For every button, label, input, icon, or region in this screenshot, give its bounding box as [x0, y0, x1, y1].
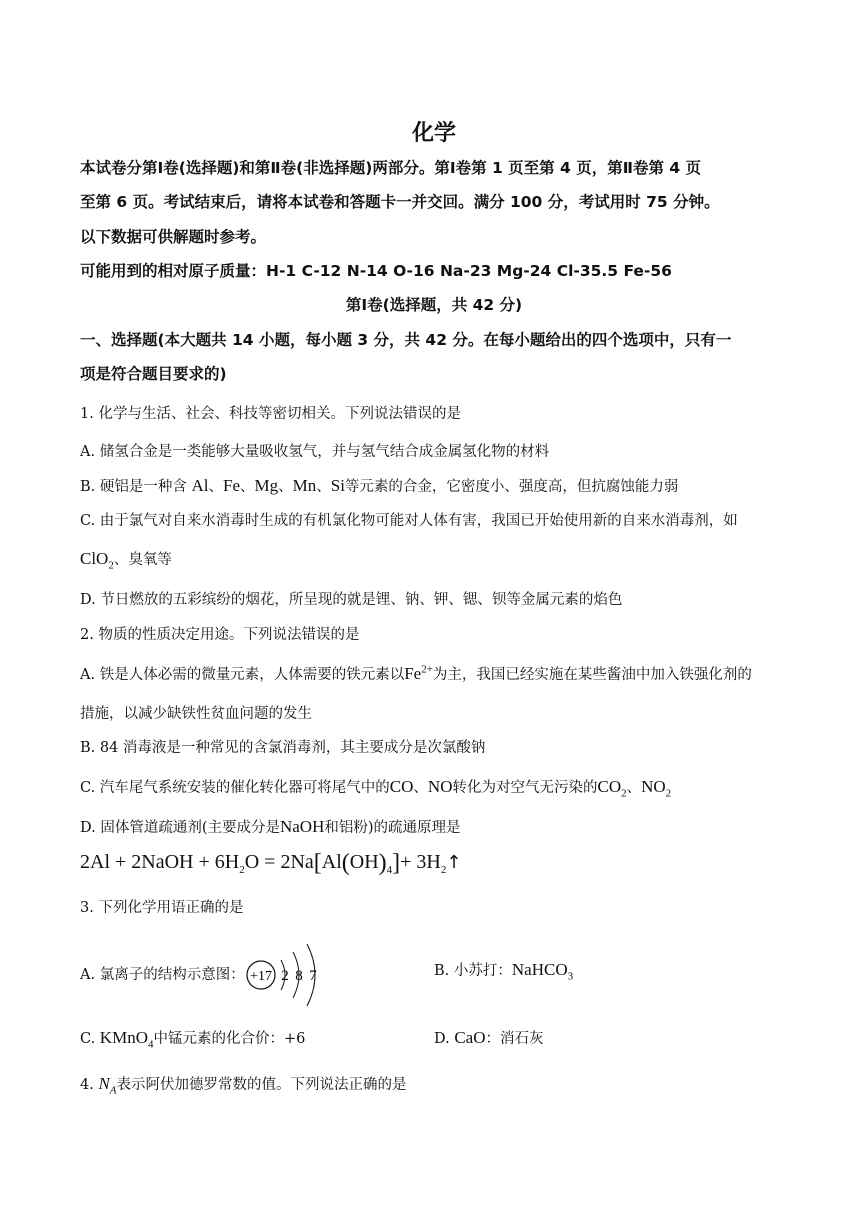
shell-3-electrons: 7	[308, 968, 317, 984]
chloride-ion-structure-diagram	[245, 960, 345, 990]
q1-option-c-line-2: ClO$_2$、臭氧等	[80, 549, 172, 572]
element-al: Al	[191, 476, 209, 495]
q2-option-d: D. 固体管道疏通剂(主要成分是NaOH和铝粉)的疏通原理是	[80, 817, 461, 836]
q1-option-c-line-1: C. 由于氯气对自来水消毒时生成的有机氯化物可能对人体有害，我国已开始使用新的自来水消毒剂，如	[80, 513, 738, 529]
q4-stem: 4. $N_A$表示阿伏加德罗常数的值。下列说法正确的是	[80, 1074, 407, 1097]
atomic-mass-line: 可能用到的相对原子质量：H-1 C-12 N-14 O-16 Na-23 Mg-24 Cl-35.5 Fe-56	[80, 262, 672, 280]
element-mg: Mg	[254, 476, 279, 495]
q2-option-a-line-2: 措施，以减少缺铁性贫血问题的发生	[80, 706, 312, 722]
q3-stem: 3. 下列化学用语正确的是	[80, 900, 244, 916]
fe2-ion: $Fe^{2+}$	[404, 663, 433, 683]
shell-2-electrons: 8	[294, 968, 303, 984]
q3-option-d: D. CaO：消石灰	[434, 1028, 544, 1047]
q3-option-b: B. 小苏打：NaHCO$_3$	[434, 960, 574, 983]
q1-stem: 1. 化学与生活、社会、科技等密切相关。下列说法错误的是	[80, 406, 461, 422]
q2-option-a-line-1: A. 铁是人体必需的微量元素，人体需要的铁元素以$Fe^{2+}$为主，我国已经实施在某些酱油中加入铁强化剂的	[80, 663, 752, 683]
clo2-formula: ClO$_2$	[80, 549, 114, 572]
gas-arrow-icon: ↑	[446, 852, 462, 873]
element-si: Si	[330, 476, 345, 495]
reaction-equation: 2Al + 2NaOH + $6H_2O = 2Na[Al(OH)_4]+$ $3H_2↑$	[80, 850, 462, 876]
section-desc-1: 一、选择题(本大题共 14 小题，每小题 3 分，共 42 分。在每小题给出的四个选项中，只有一	[80, 331, 732, 349]
q1-option-d: D. 节日燃放的五彩缤纷的烟花，所呈现的就是锂、钠、钾、锶、钡等金属元素的焰色	[80, 592, 623, 608]
intro-line-2: 至第 6 页。考试结束后，请将本试卷和答题卡一并交回。满分 100 分，考试用时 75 分钟。	[80, 193, 720, 211]
q2-stem: 2. 物质的性质决定用途。下列说法错误的是	[80, 627, 360, 643]
intro-line-1: 本试卷分第Ⅰ卷(选择题)和第Ⅱ卷(非选择题)两部分。第Ⅰ卷第 1 页至第 4 页，第Ⅱ卷第 4 页	[80, 159, 702, 177]
q3-option-c: C. KMnO$_4$中锰元素的化合价：+6	[80, 1028, 306, 1051]
q1-option-b: B. 硬铝是一种含 Al、Fe、Mg、Mn、Si等元素的合金，它密度小、强度高，但抗腐蚀能力弱	[80, 476, 679, 495]
shell-1-electrons: 2	[280, 968, 289, 984]
page-title: 化学	[411, 121, 456, 146]
q2-option-b: B. 84 消毒液是一种常见的含氯消毒剂，其主要成分是次氯酸钠	[80, 740, 486, 756]
nucleus-charge: +17	[249, 969, 272, 984]
intro-line-3: 以下数据可供解题时参考。	[80, 228, 267, 246]
element-fe: Fe	[222, 476, 240, 495]
element-mn: Mn	[292, 476, 317, 495]
q1-option-a: A. 储氢合金是一类能够大量吸收氢气，并与氢气结合成金属氢化物的材料	[80, 444, 550, 460]
q2-option-c: C. 汽车尾气系统安装的催化转化器可将尾气中的CO、NO转化为对空气无污染的$CO_2$、$NO_2$	[80, 777, 672, 800]
section-desc-2: 项是符合题目要求的)	[80, 365, 227, 383]
q3-option-a: A. 氯离子的结构示意图： +17 2 8 7	[80, 960, 345, 990]
section-title: 第Ⅰ卷(选择题，共 42 分)	[345, 296, 523, 314]
